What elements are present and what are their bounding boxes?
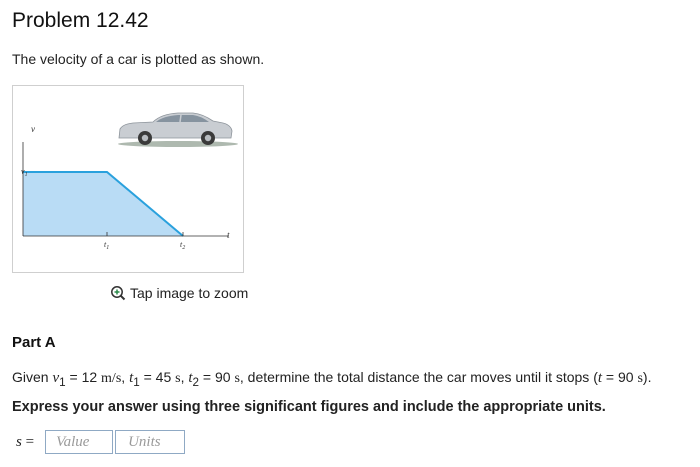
velocity-figure[interactable] [12,85,244,273]
zoom-link[interactable] [110,285,248,301]
answer-instruction: Express your answer using three significant figures and include the appropriate units. [12,399,606,415]
zoom-in-icon [110,285,126,301]
answer-row [16,430,185,454]
problem-intro: The velocity of a car is plotted as shown. [12,51,265,67]
zoom-text: Tap image to zoom [130,285,249,301]
t2-label: $t_2$ [180,240,186,251]
answer-label: s = [16,433,35,450]
v-axis-label: v [31,124,35,134]
car-illustration [119,113,232,145]
v1-label: $v_1$ [21,167,28,178]
value-input[interactable] [45,430,113,454]
velocity-area [23,172,183,236]
ground-shadow [118,141,238,147]
velocity-graph [13,86,245,274]
t-axis-label: t [227,230,230,240]
problem-title: Problem 12.42 [12,9,149,32]
given-statement: Given $v_1 = 12$ m/s, $t_1 = 45$ s, $t_2 = 90$ s, determine the total distance the car moves until it stops (t = 90 s). [12,369,652,389]
part-a-heading: Part A [12,334,56,351]
t1-label: $t_1$ [104,240,110,251]
units-input[interactable] [115,430,185,454]
